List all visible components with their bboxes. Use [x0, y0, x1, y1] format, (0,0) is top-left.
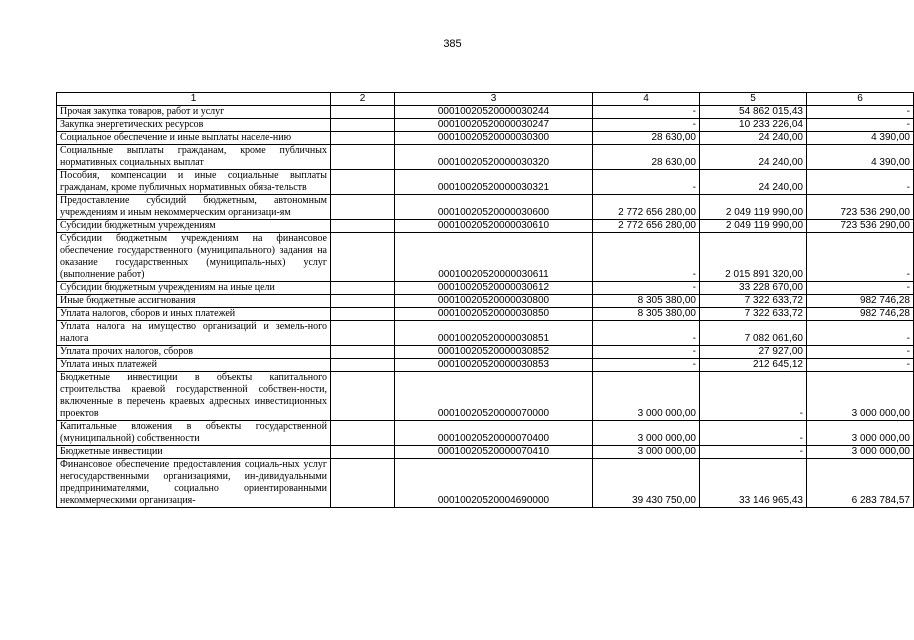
- table-row: [57, 308, 914, 321]
- row-col6: -: [807, 346, 914, 359]
- table-row: [57, 233, 914, 282]
- row-col2: [331, 170, 395, 195]
- row-code: 00010020520000070410: [395, 446, 593, 459]
- table-row: [57, 170, 914, 195]
- row-col5: 24 240,00: [700, 132, 807, 145]
- column-header: 3: [395, 93, 593, 106]
- column-header: 2: [331, 93, 395, 106]
- table-row: [57, 359, 914, 372]
- row-col4: 39 430 750,00: [593, 459, 700, 508]
- row-col2: [331, 220, 395, 233]
- row-code: 00010020520004690000: [395, 459, 593, 508]
- row-col5: 27 927,00: [700, 346, 807, 359]
- row-code: 00010020520000030321: [395, 170, 593, 195]
- row-name: Капитальные вложения в объекты государственной (муниципальной) собственности: [57, 421, 331, 446]
- row-name: Субсидии бюджетным учреждениям на иные цели: [57, 282, 331, 295]
- row-col2: [331, 233, 395, 282]
- row-col2: [331, 321, 395, 346]
- row-col2: [331, 459, 395, 508]
- row-col2: [331, 346, 395, 359]
- row-col5: 10 233 226,04: [700, 119, 807, 132]
- row-code: 00010020520000030800: [395, 295, 593, 308]
- table-row: [57, 421, 914, 446]
- row-col2: [331, 359, 395, 372]
- row-col4: -: [593, 282, 700, 295]
- row-col6: 3 000 000,00: [807, 421, 914, 446]
- row-code: 00010020520000030610: [395, 220, 593, 233]
- row-col6: 723 536 290,00: [807, 220, 914, 233]
- row-name: Уплата прочих налогов, сборов: [57, 346, 331, 359]
- table-row: [57, 145, 914, 170]
- row-col6: 982 746,28: [807, 308, 914, 321]
- row-col6: -: [807, 321, 914, 346]
- row-col5: 7 082 061,60: [700, 321, 807, 346]
- row-col6: -: [807, 233, 914, 282]
- table-row: [57, 459, 914, 508]
- row-col6: -: [807, 106, 914, 119]
- row-col4: 8 305 380,00: [593, 308, 700, 321]
- page-number: 385: [443, 38, 462, 50]
- row-col6: 6 283 784,57: [807, 459, 914, 508]
- row-col5: -: [700, 421, 807, 446]
- row-col6: -: [807, 119, 914, 132]
- column-header: 4: [593, 93, 700, 106]
- row-col5: -: [700, 446, 807, 459]
- row-col4: -: [593, 346, 700, 359]
- row-code: 00010020520000070400: [395, 421, 593, 446]
- row-code: 00010020520000030612: [395, 282, 593, 295]
- row-col2: [331, 145, 395, 170]
- row-col4: -: [593, 321, 700, 346]
- column-header: 5: [700, 93, 807, 106]
- row-name: Предоставление субсидий бюджетным, автономным учреждениям и иным некоммерческим организаци-ям: [57, 195, 331, 220]
- row-col4: -: [593, 106, 700, 119]
- row-col4: 2 772 656 280,00: [593, 220, 700, 233]
- row-col2: [331, 295, 395, 308]
- row-col5: 2 015 891 320,00: [700, 233, 807, 282]
- row-code: 00010020520000030853: [395, 359, 593, 372]
- row-name: Пособия, компенсации и иные социальные выплаты гражданам, кроме публичных нормативных обяза-тельств: [57, 170, 331, 195]
- row-code: 00010020520000030611: [395, 233, 593, 282]
- row-name: Субсидии бюджетным учреждениям: [57, 220, 331, 233]
- table-row: [57, 321, 914, 346]
- row-col2: [331, 106, 395, 119]
- row-code: 00010020520000030300: [395, 132, 593, 145]
- row-col4: -: [593, 170, 700, 195]
- row-name: Бюджетные инвестиции в объекты капитального строительства краевой государственной собствен-ности, включенные в перечень краевых адресных инвестиционных проектов: [57, 372, 331, 421]
- row-col5: 7 322 633,72: [700, 308, 807, 321]
- row-col2: [331, 195, 395, 220]
- row-col5: 33 228 670,00: [700, 282, 807, 295]
- row-col6: -: [807, 282, 914, 295]
- row-col6: -: [807, 170, 914, 195]
- column-header: 1: [57, 93, 331, 106]
- row-name: Бюджетные инвестиции: [57, 446, 331, 459]
- row-col5: 2 049 119 990,00: [700, 220, 807, 233]
- row-col6: 982 746,28: [807, 295, 914, 308]
- row-name: Социальное обеспечение и иные выплаты населе-нию: [57, 132, 331, 145]
- table-row: [57, 119, 914, 132]
- row-col6: 4 390,00: [807, 132, 914, 145]
- row-code: 00010020520000030247: [395, 119, 593, 132]
- row-col2: [331, 446, 395, 459]
- table-row: [57, 346, 914, 359]
- row-name: Уплата налога на имущество организаций и земель-ного налога: [57, 321, 331, 346]
- row-col6: 4 390,00: [807, 145, 914, 170]
- row-code: 00010020520000030600: [395, 195, 593, 220]
- row-code: 00010020520000030320: [395, 145, 593, 170]
- row-col6: 3 000 000,00: [807, 372, 914, 421]
- table-row: [57, 132, 914, 145]
- row-col5: 33 146 965,43: [700, 459, 807, 508]
- column-number-row: [57, 93, 914, 106]
- table-row: [57, 282, 914, 295]
- table-row: [57, 446, 914, 459]
- row-col4: 2 772 656 280,00: [593, 195, 700, 220]
- row-col5: 24 240,00: [700, 145, 807, 170]
- row-col6: 3 000 000,00: [807, 446, 914, 459]
- row-col4: 28 630,00: [593, 132, 700, 145]
- row-code: 00010020520000070000: [395, 372, 593, 421]
- row-col4: -: [593, 119, 700, 132]
- row-name: Финансовое обеспечение предоставления социаль-ных услуг негосударственными организациями, ин-дивидуальными предпринимателями, социально ориентированными некоммерческими организация-: [57, 459, 331, 508]
- row-col2: [331, 119, 395, 132]
- row-name: Закупка энергетических ресурсов: [57, 119, 331, 132]
- row-col2: [331, 308, 395, 321]
- table-row: [57, 295, 914, 308]
- table-row: [57, 372, 914, 421]
- row-col5: 7 322 633,72: [700, 295, 807, 308]
- row-name: Иные бюджетные ассигнования: [57, 295, 331, 308]
- row-col2: [331, 132, 395, 145]
- row-name: Уплата налогов, сборов и иных платежей: [57, 308, 331, 321]
- row-col4: 8 305 380,00: [593, 295, 700, 308]
- row-col2: [331, 282, 395, 295]
- row-col2: [331, 372, 395, 421]
- budget-table: [56, 92, 914, 508]
- row-code: 00010020520000030244: [395, 106, 593, 119]
- table-row: [57, 106, 914, 119]
- row-code: 00010020520000030852: [395, 346, 593, 359]
- row-col5: 24 240,00: [700, 170, 807, 195]
- row-code: 00010020520000030851: [395, 321, 593, 346]
- row-col5: 212 645,12: [700, 359, 807, 372]
- row-code: 00010020520000030850: [395, 308, 593, 321]
- table-row: [57, 220, 914, 233]
- row-col4: -: [593, 233, 700, 282]
- row-col4: 3 000 000,00: [593, 446, 700, 459]
- row-col4: 3 000 000,00: [593, 372, 700, 421]
- row-col5: 2 049 119 990,00: [700, 195, 807, 220]
- row-col2: [331, 421, 395, 446]
- row-col6: 723 536 290,00: [807, 195, 914, 220]
- row-name: Прочая закупка товаров, работ и услуг: [57, 106, 331, 119]
- row-name: Социальные выплаты гражданам, кроме публичных нормативных социальных выплат: [57, 145, 331, 170]
- row-col5: 54 862 015,43: [700, 106, 807, 119]
- table-row: [57, 195, 914, 220]
- row-name: Уплата иных платежей: [57, 359, 331, 372]
- row-col4: 28 630,00: [593, 145, 700, 170]
- row-name: Субсидии бюджетным учреждениям на финансовое обеспечение государственного (муниципального) задания на оказание государственных (муниципаль-ных) услуг (выполнение работ): [57, 233, 331, 282]
- row-col4: 3 000 000,00: [593, 421, 700, 446]
- row-col4: -: [593, 359, 700, 372]
- row-col6: -: [807, 359, 914, 372]
- row-col5: -: [700, 372, 807, 421]
- column-header: 6: [807, 93, 914, 106]
